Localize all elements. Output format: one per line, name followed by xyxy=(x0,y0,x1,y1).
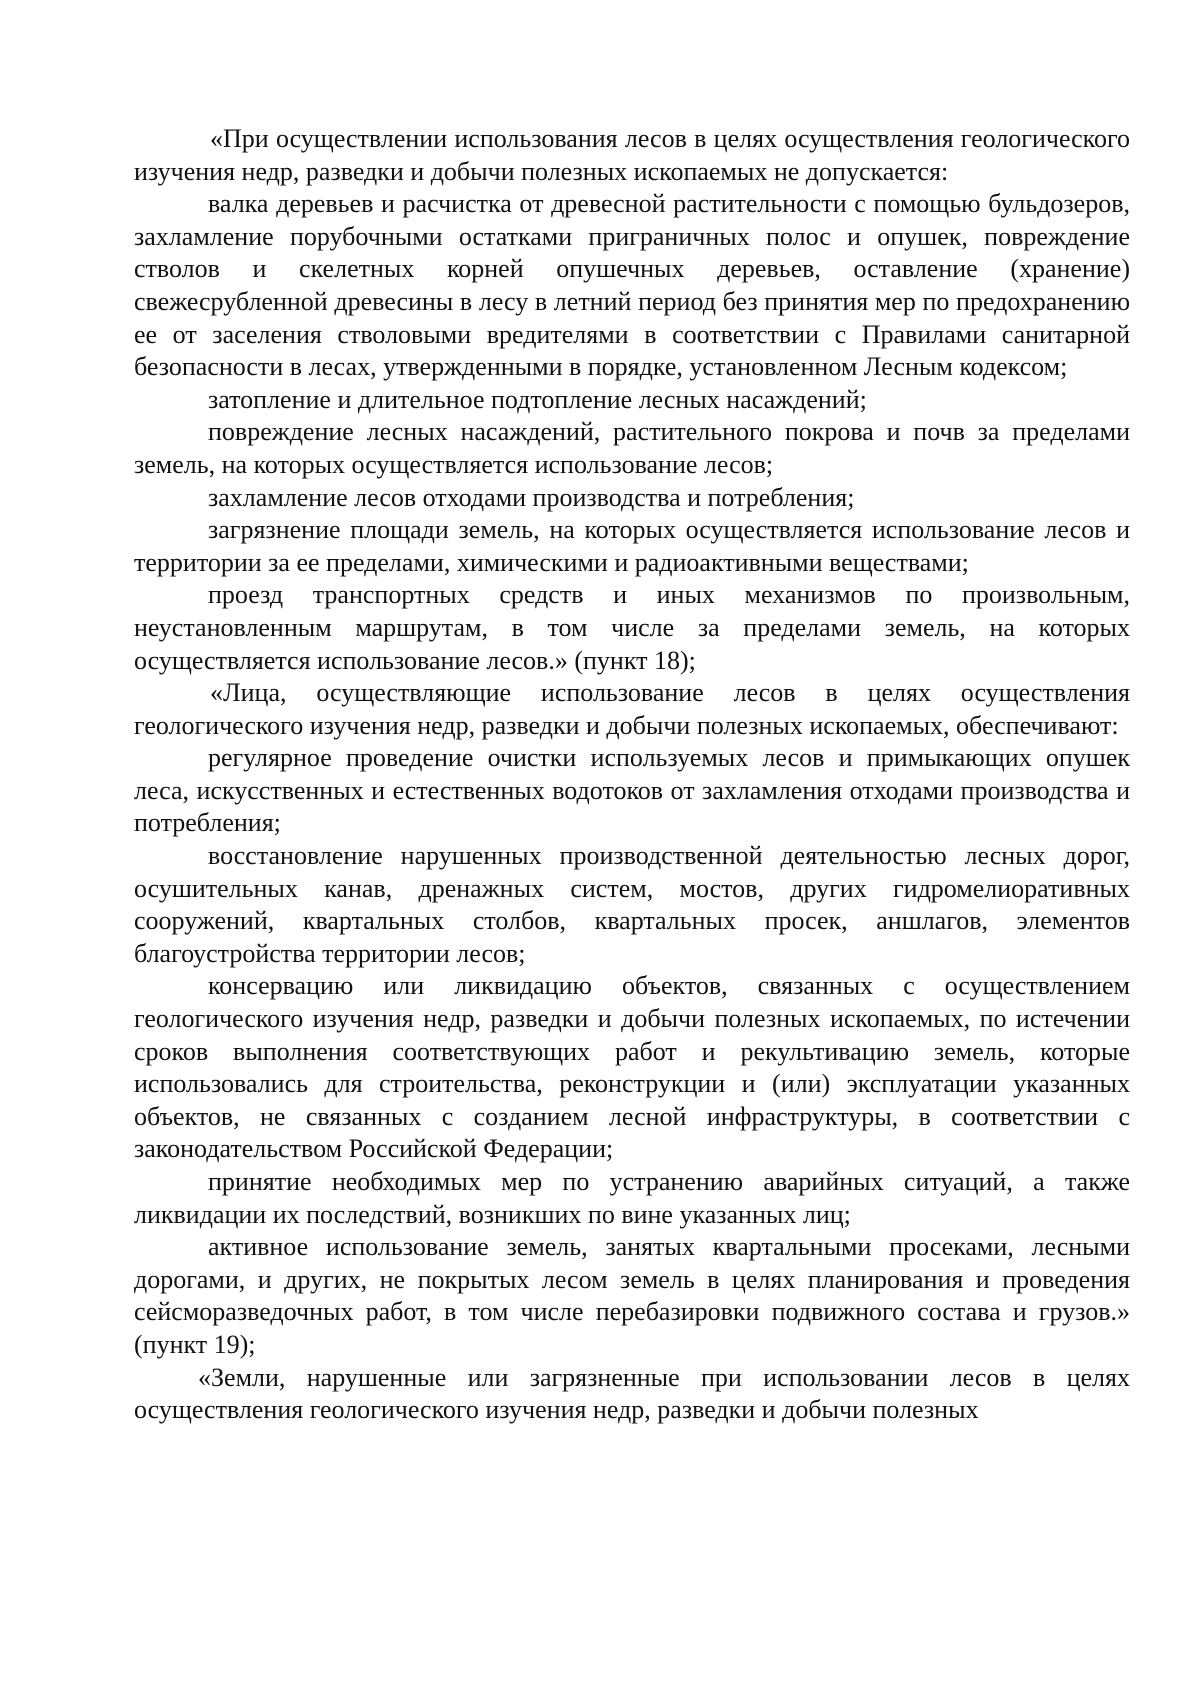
paragraph-p19-cleaning: регулярное проведение очистки используемых лесов и примыкающих опушек леса, искусственных и естественных водотоков от захламления отходами производства и потребления; xyxy=(134,743,1130,838)
paragraph-p19-land-use: активное использование земель, занятых квартальными просеками, лесными дорогами, и других, не покрытых лесом земель в целях планирования и проведения сейсморазведочных работ, в том числе перебазировки подвижного состава и грузов.» (пункт 19); xyxy=(134,1232,1130,1359)
paragraph-p18-flooding: затопление и длительное подтопление лесных насаждений; xyxy=(208,384,867,414)
paragraph-p18-pollution: загрязнение площади земель, на которых осуществляется использование лесов и территории за ее пределами, химическими и радиоактивными веществами; xyxy=(134,515,1130,577)
paragraph-p19-restoration: восстановление нарушенных производственной деятельностью лесных дорог, осушительных канав, дренажных систем, мостов, других гидромелиоративных сооружений, квартальных столбов, квартальных просек, аншлагов, элементов благоустройства территории лесов; xyxy=(134,841,1130,968)
paragraph-p19-emergency: принятие необходимых мер по устранению аварийных ситуаций, а также ликвидации их последствий, возникших по вине указанных лиц; xyxy=(134,1167,1130,1229)
paragraph-p19-intro: «Лица, осуществляющие использование лесов в целях осуществления геологического изучения недр, разведки и добычи полезных ископаемых, обеспечивают: xyxy=(134,678,1130,740)
paragraph-p18-vehicles: проезд транспортных средств и иных механизмов по произвольным, неустановленным маршрутам, в том числе за пределами земель, на которых осуществляется использование лесов.» (пункт 18); xyxy=(134,580,1130,675)
paragraph-p19-conservation: консервацию или ликвидацию объектов, связанных с осуществлением геологического изучения недр, разведки и добычи полезных ископаемых, по истечении сроков выполнения соответствующих работ и рекультивацию земель, которые использовались для строительства, реконструкции и (или) эксплуатации указанных объектов, не связанных с созданием лесной инфраструктуры, в соответствии с законодательством Российской Федерации; xyxy=(134,971,1130,1164)
paragraph-p18-intro: «При осуществлении использования лесов в целях осуществления геологического изучения недр, разведки и добычи полезных ископаемых не допускается: xyxy=(134,124,1130,186)
paragraph-p18-damage: повреждение лесных насаждений, растительного покрова и почв за пределами земель, на которых осуществляется использование лесов; xyxy=(134,417,1130,479)
document-page xyxy=(134,123,1130,1427)
paragraph-p20-intro: «Земли, нарушенные или загрязненные при использовании лесов в целях осуществления геологического изучения недр, разведки и добычи полезных xyxy=(134,1362,1130,1425)
paragraph-p18-felling: валка деревьев и расчистка от древесной растительности с помощью бульдозеров, захламление порубочными остатками приграничных полос и опушек, повреждение стволов и скелетных корней опушечных деревьев, оставление (хранение) свежесрубленной древесины в лесу в летний период без принятия мер по предохранению ее от заселения стволовыми вредителями в соответствии с Правилами санитарной безопасности в лесах, утвержденными в порядке, установленном Лесным кодексом; xyxy=(134,189,1130,382)
paragraph-p18-littering: захламление лесов отходами производства и потребления; xyxy=(208,482,855,512)
